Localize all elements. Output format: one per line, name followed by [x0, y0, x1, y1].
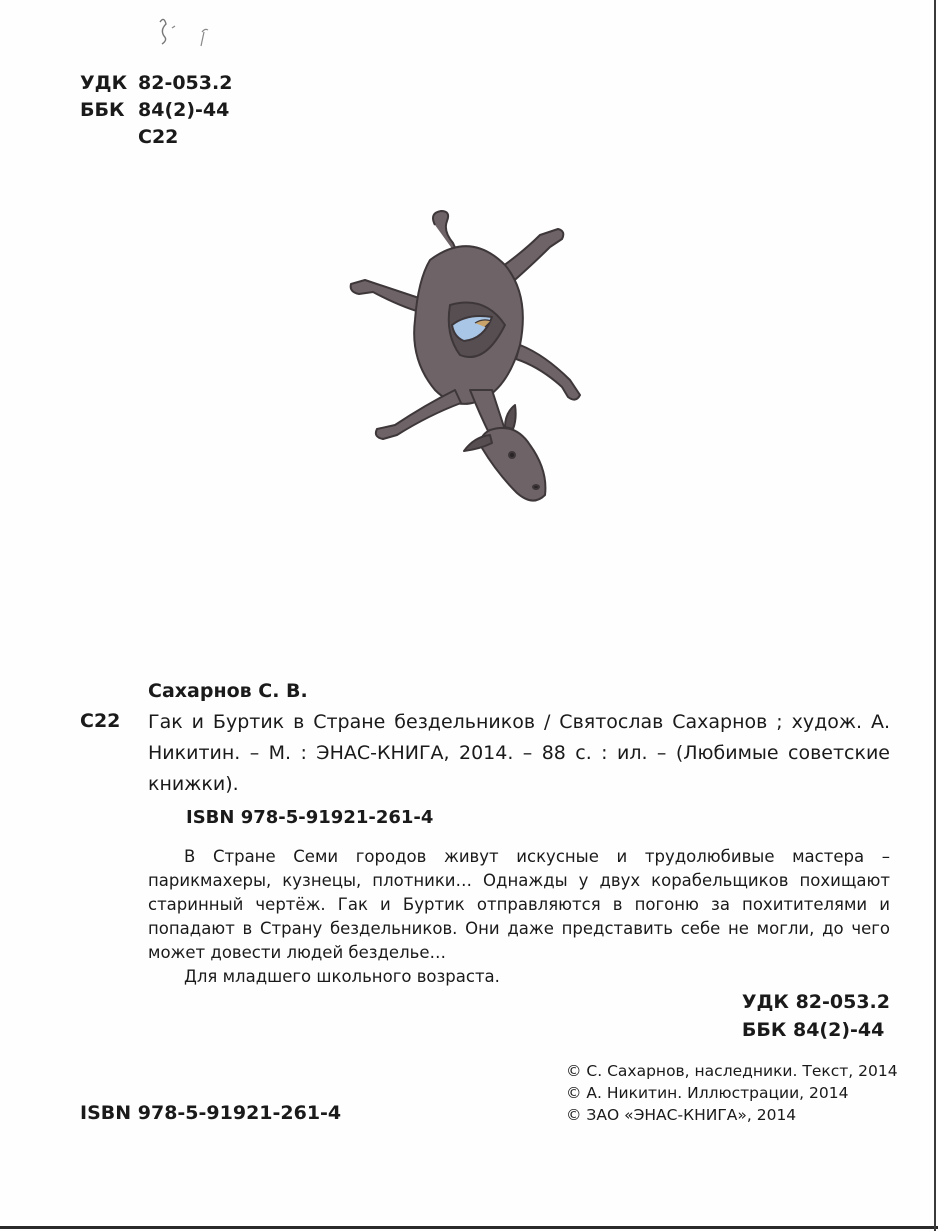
classification-codes-top — [80, 70, 232, 151]
isbn-record: ISBN 978-5-91921-261-4 — [186, 807, 434, 828]
bbk-bottom: ББК 84(2)-44 — [741, 1019, 885, 1041]
scan-edge-bottom — [0, 1226, 938, 1229]
classification-codes-bottom — [742, 988, 890, 1044]
copyright-illustrations: © А. Никитин. Иллюстрации, 2014 — [566, 1084, 849, 1102]
bbk-value: 84(2)-44 — [138, 99, 230, 121]
isbn-footer: ISBN 978-5-91921-261-4 — [80, 1102, 342, 1124]
scan-edge-right — [934, 0, 936, 1231]
copyright-text: © С. Сахарнов, наследники. Текст, 2014 — [566, 1062, 898, 1080]
author-name: Сахарнов С. В. — [148, 680, 308, 702]
udk-bottom: УДК 82-053.2 — [741, 991, 890, 1013]
annotation-summary: В Стране Семи городов живут искусные и трудолюбивые мастера – парикмахеры, кузнецы, плотники… Однажды у двух корабельщиков похищают старинный чертёж. Гак и Буртик отправляются в погоню за похитителями и попадают в Страну бездельников. Они даже представить себе не могли, до чего может довести людей безделье… — [148, 847, 890, 962]
author-mark: С22 — [80, 710, 121, 732]
bbk-label: ББК — [80, 99, 125, 121]
bibliographic-description: Гак и Буртик в Стране бездельников / Святослав Сахарнов ; худож. А. Никитин. – М. : ЭНАС-КНИГА, 2014. – 88 с. : ил. – (Любимые советские книжки). — [148, 711, 890, 795]
author-mark-top: С22 — [138, 126, 179, 148]
copyright-block — [566, 1060, 898, 1126]
annotation — [148, 845, 890, 989]
udk-value: 82-053.2 — [138, 72, 233, 94]
copyright-publisher: © ЗАО «ЭНАС-КНИГА», 2014 — [566, 1106, 797, 1124]
annotation-audience: Для младшего школьного возраста. — [184, 967, 500, 986]
tumbling-donkey-illustration — [340, 205, 605, 510]
udk-label: УДК — [80, 72, 128, 94]
handwritten-mark — [150, 14, 220, 54]
